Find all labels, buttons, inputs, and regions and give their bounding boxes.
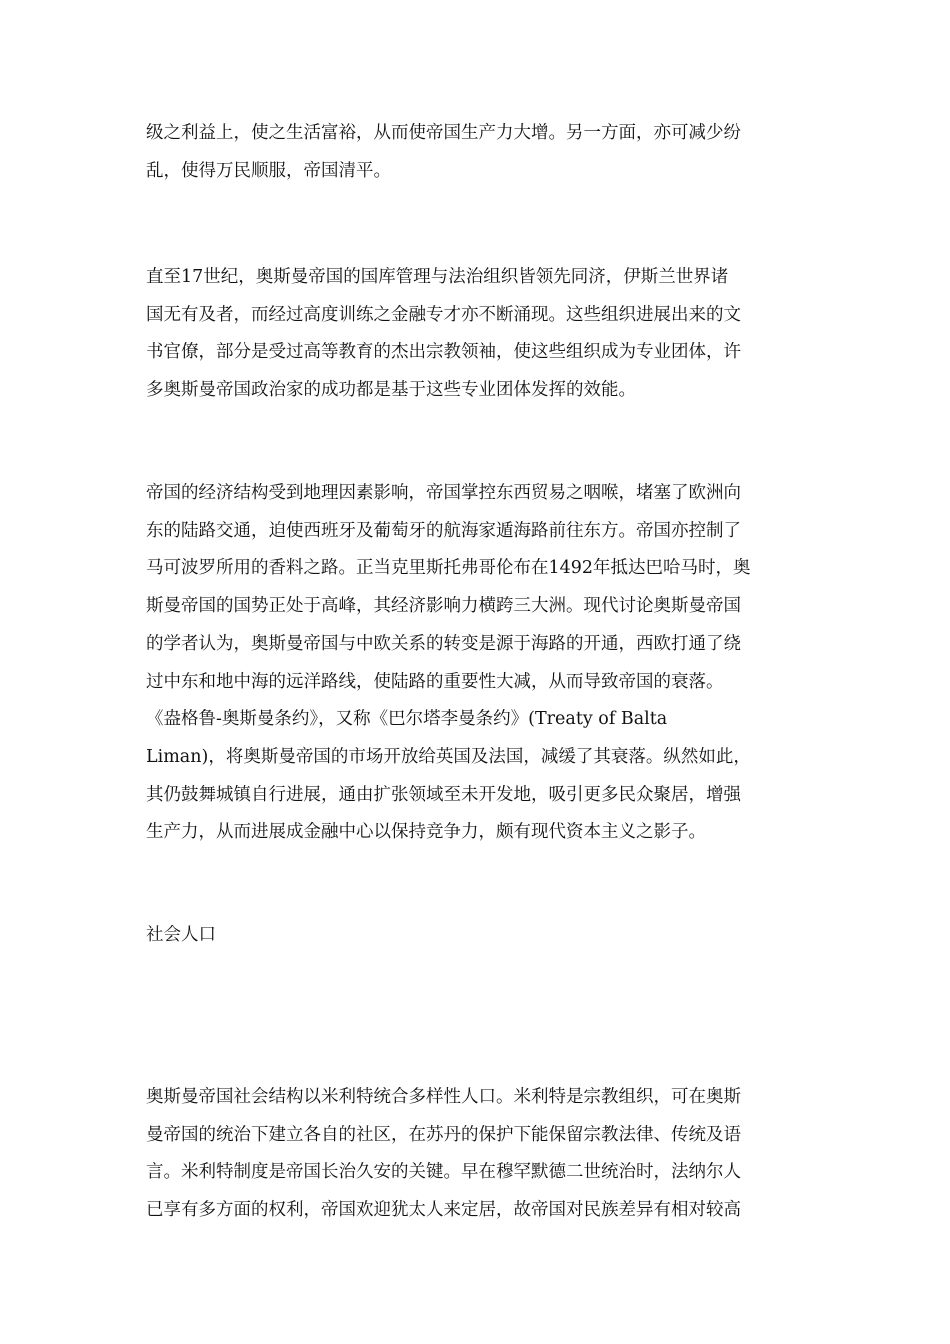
paragraph-line: 国无有及者，而经过高度训练之金融专才亦不断涌现。这些组织进展出来的文	[146, 304, 741, 325]
paragraph-line: 已享有多方面的权利，帝国欢迎犹太人来定居，故帝国对民族差异有相对较高	[146, 1200, 741, 1221]
paragraph-line: 直至17世纪，奥斯曼帝国的国库管理与法治组织皆领先同济，伊斯兰世界诸	[146, 267, 729, 287]
paragraph-line: 生产力，从而进展成金融中心以保持竞争力，颇有现代资本主义之影子。	[146, 822, 706, 843]
paragraph-line: 乱，使得万民顺服，帝国清平。	[146, 160, 391, 181]
paragraph-4	[146, 1079, 811, 1230]
paragraph-2	[146, 259, 811, 410]
section-heading	[146, 917, 811, 955]
paragraph-line: 马可波罗所用的香料之路。正当克里斯托弗哥伦布在1492年抵达巴哈马时，奥	[146, 558, 751, 579]
paragraph-line: 书官僚，部分是受过高等教育的杰出宗教领袖，使这些组织成为专业团体，许	[146, 342, 741, 363]
paragraph-line: 帝国的经济结构受到地理因素影响，帝国掌控东西贸易之咽喉，堵塞了欧洲向	[146, 483, 741, 503]
paragraph-line: 过中东和地中海的远洋路线，使陆路的重要性大减，从而导致帝国的衰落。	[146, 671, 724, 692]
paragraph-line: 级之利益上，使之生活富裕，从而使帝国生产力大增。另一方面，亦可减少纷	[146, 123, 741, 143]
paragraph-line: 其仍鼓舞城镇自行进展，通由扩张领域至未开发地，吸引更多民众聚居，增强	[146, 784, 741, 805]
paragraph-line: 言。米利特制度是帝国长治久安的关键。早在穆罕默德二世统治时，法纳尔人	[146, 1162, 741, 1183]
section-heading-text: 社会人口	[146, 925, 216, 945]
paragraph-line: 奥斯曼帝国社会结构以米利特统合多样性人口。米利特是宗教组织，可在奥斯	[146, 1087, 741, 1107]
paragraph-line: 多奥斯曼帝国政治家的成功都是基于这些专业团体发挥的效能。	[146, 380, 636, 401]
paragraph-3	[146, 475, 811, 852]
paragraph-line: 东的陆路交通，迫使西班牙及葡萄牙的航海家遁海路前往东方。帝国亦控制了	[146, 520, 741, 541]
paragraph-line: 的学者认为，奥斯曼帝国与中欧关系的转变是源于海路的开通，西欧打通了绕	[146, 633, 741, 654]
paragraph-line: Liman)，将奥斯曼帝国的市场开放给英国及法国，减缓了其衰落。纵然如此，	[146, 746, 751, 767]
paragraph-line: 《盎格鲁-奥斯曼条约》，又称《巴尔塔李曼条约》(Treaty of Balta	[146, 709, 668, 730]
paragraph-line: 曼帝国的统治下建立各自的社区，在苏丹的保护下能保留宗教法律、传统及语	[146, 1124, 741, 1145]
paragraph-1	[146, 115, 811, 190]
paragraph-line: 斯曼帝国的国势正处于高峰，其经济影响力横跨三大洲。现代讨论奥斯曼帝国	[146, 596, 741, 617]
